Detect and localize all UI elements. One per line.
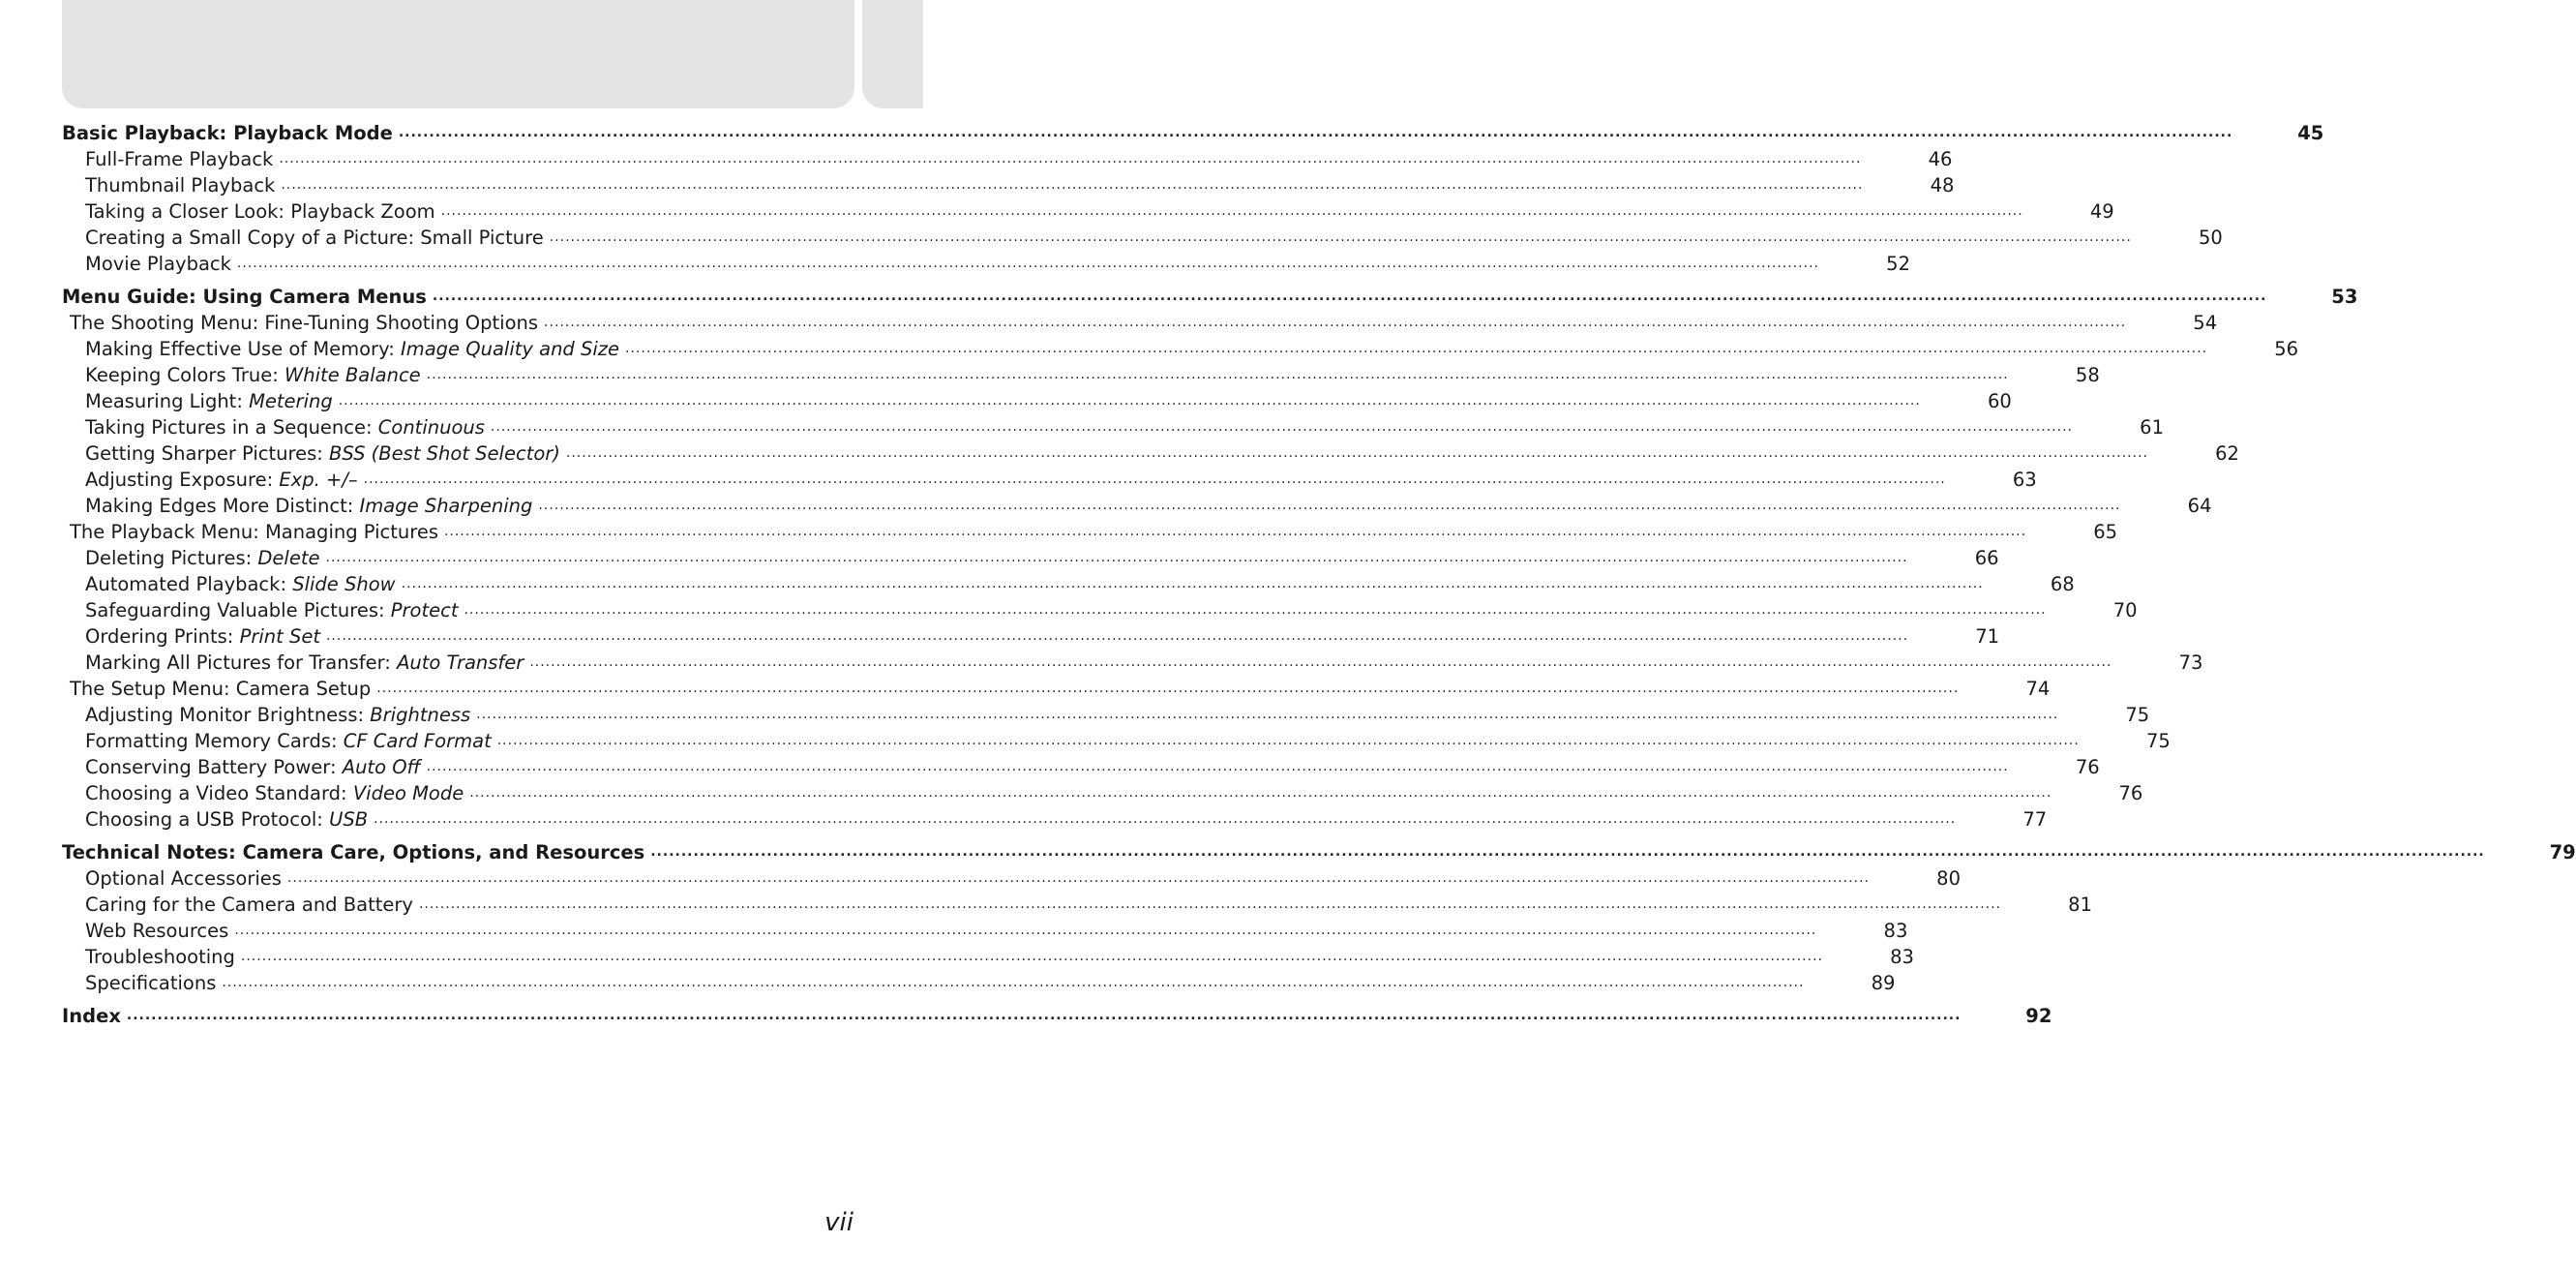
toc-entry-title [62, 571, 396, 597]
dot-leader: ............................................................................................................................................................................................................................................................................................................ [650, 844, 2485, 860]
toc-entry-title-text: Safeguarding Valuable Pictures: [85, 599, 391, 621]
dot-leader: ............................................................................................................................................................................................................................................................................................................ [426, 367, 2009, 382]
dot-leader: ............................................................................................................................................................................................................................................................................................................ [529, 654, 2112, 670]
toc-entry-page: 83 [1883, 920, 1908, 942]
toc-entry-item[interactable] [62, 198, 2114, 225]
toc-entry-title [62, 702, 470, 728]
dot-leader: ............................................................................................................................................................................................................................................................................................................ [444, 524, 2027, 539]
toc-entry-title [62, 440, 560, 467]
toc-entry-title [62, 146, 273, 172]
page-number: vii [824, 1208, 854, 1237]
side-tab [862, 0, 923, 108]
toc-entry-title-text: Thumbnail Playback [85, 174, 276, 197]
toc-entry-page: 63 [2012, 469, 2037, 491]
toc-entry-title-text: Basic Playback: Playback Mode [62, 122, 393, 144]
toc-entry-title-text: Adjusting Monitor Brightness: [85, 704, 371, 726]
toc-entry-section[interactable] [62, 284, 2358, 310]
toc-entry-page: 79 [2549, 841, 2576, 863]
dot-leader: ............................................................................................................................................................................................................................................................................................................ [469, 785, 2052, 801]
dot-leader: ............................................................................................................................................................................................................................................................................................................ [325, 550, 1908, 565]
toc-entry-title [62, 892, 413, 918]
toc-entry-item[interactable] [62, 172, 1955, 198]
dot-leader: ............................................................................................................................................................................................................................................................................................................ [418, 896, 2001, 912]
toc-entry-title-text: Measuring Light: [85, 390, 250, 412]
toc-entry-title [62, 1003, 121, 1029]
toc-entry-title-text: Deleting Pictures: [85, 547, 258, 569]
dot-leader: ............................................................................................................................................................................................................................................................................................................ [286, 870, 1870, 886]
toc-entry-title-text: Creating a Small Copy of a Picture: Small Picture [85, 227, 544, 249]
toc-entry-title-italic: CF Card Format [343, 730, 492, 752]
toc-entry-title-text: Optional Accessories [85, 867, 282, 890]
toc-entry-item[interactable] [62, 225, 2223, 251]
toc-entry-title-text: Formatting Memory Cards: [85, 730, 344, 752]
dot-leader: ............................................................................................................................................................................................................................................................................................................ [236, 256, 1819, 271]
toc-entry-title-text: The Setup Menu: Camera Setup [70, 678, 372, 700]
toc-entry-title [62, 806, 368, 833]
toc-entry-title [62, 918, 228, 944]
toc-entry-page: 68 [2050, 573, 2075, 595]
toc-entry-item[interactable] [62, 362, 2100, 388]
toc-entry-title [62, 172, 275, 198]
toc-entry-page: 80 [1936, 867, 1961, 890]
toc-entry-page: 89 [1871, 972, 1896, 994]
toc-entry-title-text: Getting Sharper Pictures: [85, 442, 330, 465]
toc-entry-title-text: The Playback Menu: Managing Pictures [70, 521, 439, 543]
toc-entry-chapter[interactable] [62, 519, 2118, 545]
toc-entry-title-italic: Auto Transfer [397, 651, 524, 674]
toc-entry-title-italic: Brightness [370, 704, 471, 726]
toc-entry-title-italic: White Balance [285, 364, 421, 386]
dot-leader: ............................................................................................................................................................................................................................................................................................................ [476, 707, 2059, 722]
toc-entry-title [62, 362, 421, 388]
toc-entry-chapter[interactable] [62, 310, 2218, 336]
toc-entry-title-italic: Exp. +/– [279, 469, 358, 491]
toc-entry-page: 45 [2297, 122, 2324, 144]
toc-entry-item[interactable] [62, 754, 2100, 780]
toc-entry-title-text: Adjusting Exposure: [85, 469, 280, 491]
toc-entry-title [62, 336, 619, 362]
toc-entry-page: 75 [2145, 730, 2171, 752]
toc-entry-item[interactable] [62, 702, 2150, 728]
dot-leader: ............................................................................................................................................................................................................................................................................................................ [549, 229, 2132, 245]
toc-entry-title-text: Caring for the Camera and Battery [85, 893, 413, 916]
toc-entry-page: 60 [1987, 390, 2012, 412]
toc-entry-title [62, 970, 216, 996]
toc-entry-page: 53 [2331, 286, 2358, 308]
toc-entry-title [62, 284, 427, 310]
dot-leader: ............................................................................................................................................................................................................................................................................................................ [432, 288, 2267, 304]
toc-entry-item[interactable] [62, 892, 2092, 918]
toc-entry-title-italic: Auto Off [342, 756, 421, 778]
toc-entry-title-italic: Protect [390, 599, 459, 621]
toc-entry-title-text: Keeping Colors True: [85, 364, 285, 386]
toc-entry-page: 56 [2274, 338, 2299, 360]
dot-leader: ............................................................................................................................................................................................................................................................................................................ [440, 203, 2023, 219]
toc-entry-page: 52 [1886, 253, 1910, 275]
toc-entry-title-text: Taking a Closer Look: Playback Zoom [85, 200, 435, 223]
dot-leader: ............................................................................................................................................................................................................................................................................................................ [363, 471, 1946, 487]
toc-entry-page: 76 [2075, 756, 2100, 778]
toc-entry-section[interactable] [62, 1003, 2052, 1029]
toc-entry-item[interactable] [62, 440, 2239, 467]
toc-entry-page: 70 [2112, 599, 2138, 621]
toc-entry-title [62, 545, 320, 571]
toc-entry-page: 54 [2193, 312, 2218, 334]
toc-entry-item[interactable] [62, 251, 1910, 277]
dot-leader: ............................................................................................................................................................................................................................................................................................................ [538, 498, 2121, 513]
dot-leader: ............................................................................................................................................................................................................................................................................................................ [565, 445, 2148, 461]
toc-entry-title [62, 597, 458, 623]
toc-entry-section[interactable] [62, 839, 2576, 865]
dot-leader: ............................................................................................................................................................................................................................................................................................................ [464, 602, 2047, 618]
toc-entry-page: 61 [2140, 416, 2164, 439]
toc-entry-title [62, 414, 485, 440]
toc-entry-item[interactable] [62, 865, 1961, 892]
dot-leader: ............................................................................................................................................................................................................................................................................................................ [376, 681, 1960, 696]
dot-leader: ............................................................................................................................................................................................................................................................................................................ [490, 419, 2073, 435]
toc-entry-title [62, 519, 438, 545]
toc-entry-title-text: The Shooting Menu: Fine-Tuning Shooting Options [70, 312, 539, 334]
toc-entry-page: 77 [2022, 808, 2048, 831]
toc-entry-page: 66 [1974, 547, 1999, 569]
toc-entry-title-text: Technical Notes: Camera Care, Options, and Resources [62, 841, 645, 863]
toc-entry-item[interactable] [62, 467, 2037, 493]
toc-entry-title [62, 198, 435, 225]
dot-leader: ............................................................................................................................................................................................................................................................................................................ [240, 949, 1823, 964]
toc-entry-title [62, 944, 235, 970]
toc-entry-item[interactable] [62, 493, 2212, 519]
toc-entry-title [62, 251, 231, 277]
toc-entry-title-text: Menu Guide: Using Camera Menus [62, 286, 427, 308]
toc-entry-title-text: Specifications [85, 972, 217, 994]
toc-entry-title-italic: BSS (Best Shot Selector) [329, 442, 560, 465]
toc-entry-page: 71 [1975, 625, 2000, 648]
toc-entry-title [62, 754, 421, 780]
toc-entry-title-italic: Image Sharpening [359, 495, 533, 517]
dot-leader: ............................................................................................................................................................................................................................................................................................................ [222, 975, 1805, 990]
toc-entry-title-text: Ordering Prints: [85, 625, 240, 648]
toc-entry-title [62, 623, 320, 650]
toc-entry-title [62, 865, 282, 892]
toc-entry-page: 62 [2215, 442, 2239, 465]
toc-entry-title-text: Marking All Pictures for Transfer: [85, 651, 398, 674]
toc-entry-title-text: Making Effective Use of Memory: [85, 338, 401, 360]
toc-entry-title [62, 225, 544, 251]
toc-entry-page: 75 [2125, 704, 2150, 726]
dot-leader: ............................................................................................................................................................................................................................................................................................................ [625, 341, 2208, 356]
toc-entry-title-text: Taking Pictures in a Sequence: [85, 416, 378, 439]
toc-entry-title-text: Web Resources [85, 920, 229, 942]
toc-entry-title-text: Automated Playback: [85, 573, 293, 595]
toc-entry-title [62, 310, 538, 336]
dot-leader: ............................................................................................................................................................................................................................................................................................................ [325, 628, 1909, 644]
toc-entry-title-text: Choosing a USB Protocol: [85, 808, 330, 831]
toc-entry-page: 83 [1890, 946, 1914, 968]
toc-entry-title-text: Movie Playback [85, 253, 231, 275]
toc-entry-item[interactable] [62, 597, 2138, 623]
toc-entry-title-italic: Print Set [239, 625, 320, 648]
toc-entry-title [62, 839, 644, 865]
toc-entry-item[interactable] [62, 388, 2012, 414]
toc-entry-page: 64 [2187, 495, 2212, 517]
toc-entry-title-text: Index [62, 1005, 121, 1027]
toc-entry-title [62, 650, 524, 676]
toc-entry-item[interactable] [62, 944, 1914, 970]
toc-entry-item[interactable] [62, 571, 2075, 597]
toc-entry-item[interactable] [62, 336, 2299, 362]
toc-entry-title-italic: USB [329, 808, 369, 831]
dot-leader: ............................................................................................................................................................................................................................................................................................................ [496, 733, 2080, 748]
dot-leader: ............................................................................................................................................................................................................................................................................................................ [374, 811, 1957, 827]
toc-entry-item[interactable] [62, 623, 2000, 650]
toc-entry-item[interactable] [62, 545, 1999, 571]
dot-leader: ............................................................................................................................................................................................................................................................................................................ [279, 151, 1862, 167]
toc-entry-title-text: Making Edges More Distinct: [85, 495, 360, 517]
toc-entry-item[interactable] [62, 780, 2143, 806]
toc-entry-item[interactable] [62, 728, 2171, 754]
dot-leader: ............................................................................................................................................................................................................................................................................................................ [544, 315, 2127, 330]
toc-entry-title [62, 467, 358, 493]
table-of-contents [62, 120, 2576, 1029]
dot-leader: ............................................................................................................................................................................................................................................................................................................ [426, 759, 2009, 774]
toc-entry-title-text: Conserving Battery Power: [85, 756, 343, 778]
toc-entry-page: 92 [2025, 1005, 2052, 1027]
toc-entry-title-italic: Metering [249, 390, 333, 412]
toc-entry-title [62, 493, 532, 519]
toc-entry-page: 81 [2068, 893, 2092, 916]
header-panel [62, 0, 854, 108]
dot-leader: ............................................................................................................................................................................................................................................................................................................ [126, 1008, 1962, 1023]
toc-entry-title-italic: Video Mode [352, 782, 464, 804]
dot-leader: ............................................................................................................................................................................................................................................................................................................ [234, 923, 1817, 938]
toc-entry-title [62, 728, 492, 754]
dot-leader: ............................................................................................................................................................................................................................................................................................................ [398, 125, 2233, 140]
toc-entry-page: 50 [2198, 227, 2223, 249]
toc-entry-title [62, 676, 371, 702]
dot-leader: ............................................................................................................................................................................................................................................................................................................ [401, 576, 1984, 591]
dot-leader: ............................................................................................................................................................................................................................................................................................................ [338, 393, 1921, 409]
toc-entry-title-italic: Image Quality and Size [400, 338, 620, 360]
toc-entry-page: 74 [2025, 678, 2051, 700]
toc-entry-title-text: Troubleshooting [85, 946, 235, 968]
toc-entry-page: 73 [2178, 651, 2203, 674]
toc-entry-page: 65 [2093, 521, 2118, 543]
toc-entry-title-text: Choosing a Video Standard: [85, 782, 353, 804]
toc-entry-title-italic: Continuous [377, 416, 485, 439]
toc-entry-title-italic: Delete [257, 547, 320, 569]
toc-entry-title [62, 388, 333, 414]
toc-entry-chapter[interactable] [62, 676, 2051, 702]
toc-entry-item[interactable] [62, 146, 1953, 172]
dot-leader: ............................................................................................................................................................................................................................................................................................................ [281, 177, 1864, 193]
toc-entry-title [62, 120, 393, 146]
toc-entry-page: 48 [1930, 174, 1955, 197]
toc-entry-title-text: Full-Frame Playback [85, 148, 274, 170]
toc-entry-page: 76 [2118, 782, 2143, 804]
toc-entry-title [62, 780, 464, 806]
toc-entry-page: 46 [1928, 148, 1953, 170]
toc-entry-item[interactable] [62, 650, 2203, 676]
toc-entry-page: 58 [2075, 364, 2100, 386]
toc-entry-item[interactable] [62, 970, 1896, 996]
toc-entry-page: 49 [2089, 200, 2114, 223]
toc-entry-item[interactable] [62, 918, 1908, 944]
toc-entry-section[interactable] [62, 120, 2324, 146]
toc-entry-title-italic: Slide Show [292, 573, 396, 595]
toc-entry-item[interactable] [62, 806, 2048, 833]
toc-entry-item[interactable] [62, 414, 2164, 440]
